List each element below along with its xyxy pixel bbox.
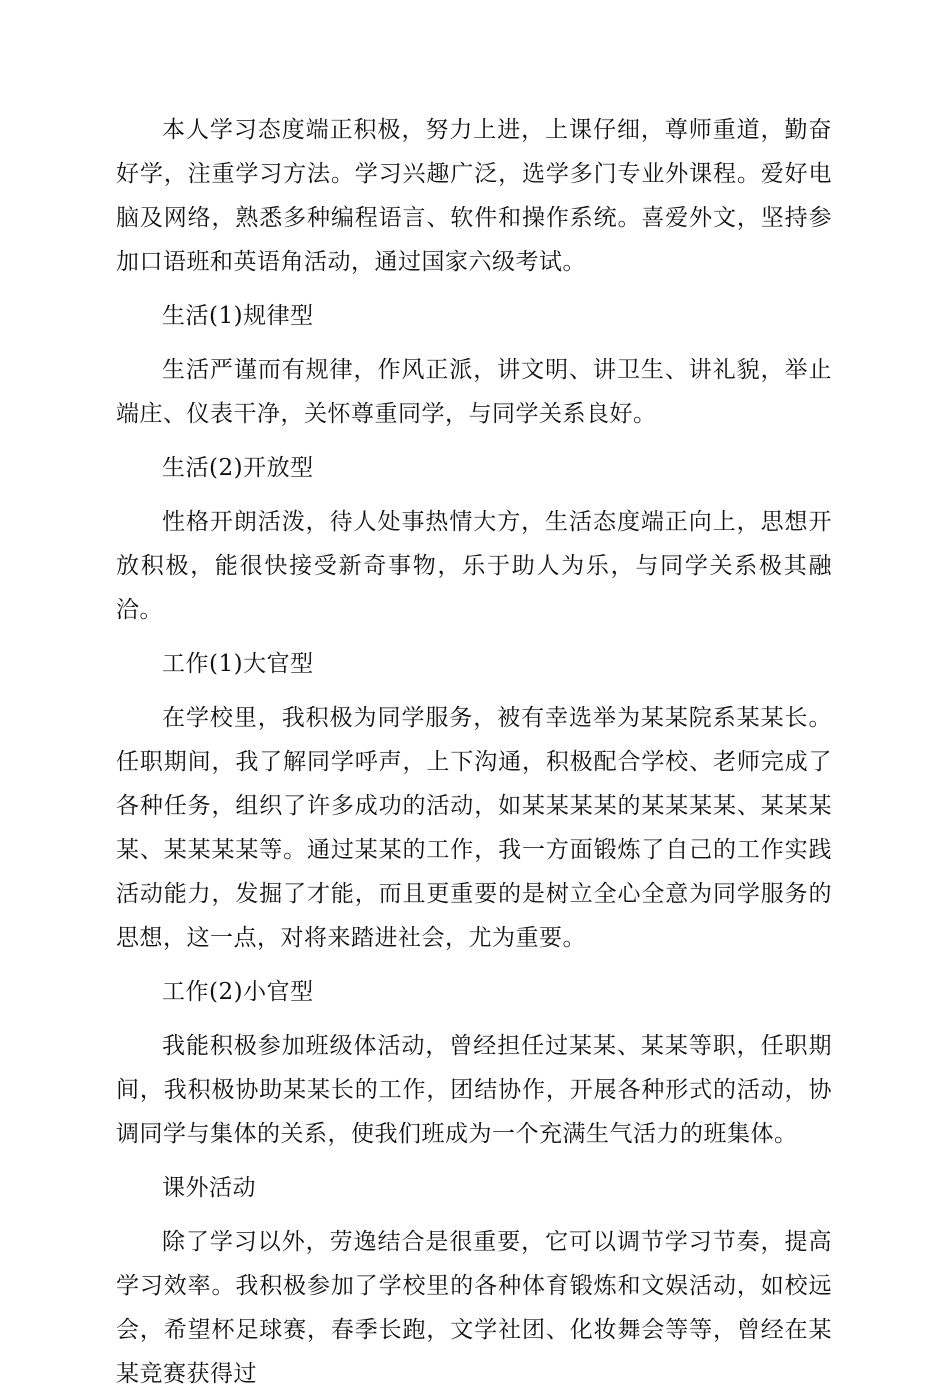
paragraph-work-senior: 在学校里，我积极为同学服务，被有幸选举为某某院系某某长。任职期间，我了解同学呼声，上下沟通，积极配合学校、老师完成了各种任务，组织了许多成功的活动，如某某某某的某某某某、某某某某、某某某某等。通过某某的工作，我一方面锻炼了自己的工作实践活动能力，发掘了才能，而且更重要的是树立全心全意为同学服务的思想，这一点，对将来踏进社会，尤为重要。 (116, 705, 832, 951)
heading-life-regular: 生活(1)规律型 (162, 303, 314, 329)
heading-extracurricular: 课外活动 (162, 1175, 256, 1201)
paragraph-study: 本人学习态度端正积极，努力上进，上课仔细，尊师重道，勤奋好学，注重学习方法。学习兴趣广泛，选学多门专业外课程。爱好电脑及网络，熟悉多种编程语言、软件和操作系统。喜爱外文，坚持参加口语班和英语角活动，通过国家六级考试。 (116, 117, 832, 275)
paragraph-life-regular: 生活严谨而有规律，作风正派，讲文明、讲卫生、讲礼貌，举止端庄、仪表干净，关怀尊重同学，与同学关系良好。 (116, 357, 832, 427)
document-body (116, 108, 832, 1396)
paragraph-work-junior: 我能积极参加班级体活动，曾经担任过某某、某某等职，任职期间，我积极协助某某长的工作，团结协作，开展各种形式的活动，协调同学与集体的关系，使我们班成为一个充满生气活力的班集体。 (116, 1033, 832, 1147)
paragraph-life-open: 性格开朗活泼，待人处事热情大方，生活态度端正向上，思想开放积极，能很快接受新奇事物，乐于助人为乐，与同学关系极其融洽。 (116, 509, 832, 623)
paragraph-extracurricular: 除了学习以外，劳逸结合是很重要，它可以调节学习节奏，提高学习效率。我积极参加了学校里的各种体育锻炼和文娱活动，如校远会，希望杯足球赛，春季长跑，文学社团、化妆舞会等等，曾经在某某竞赛获得过 (116, 1229, 832, 1387)
heading-work-senior: 工作(1)大官型 (162, 651, 314, 677)
heading-life-open: 生活(2)开放型 (162, 455, 314, 481)
heading-work-junior: 工作(2)小官型 (162, 979, 314, 1005)
